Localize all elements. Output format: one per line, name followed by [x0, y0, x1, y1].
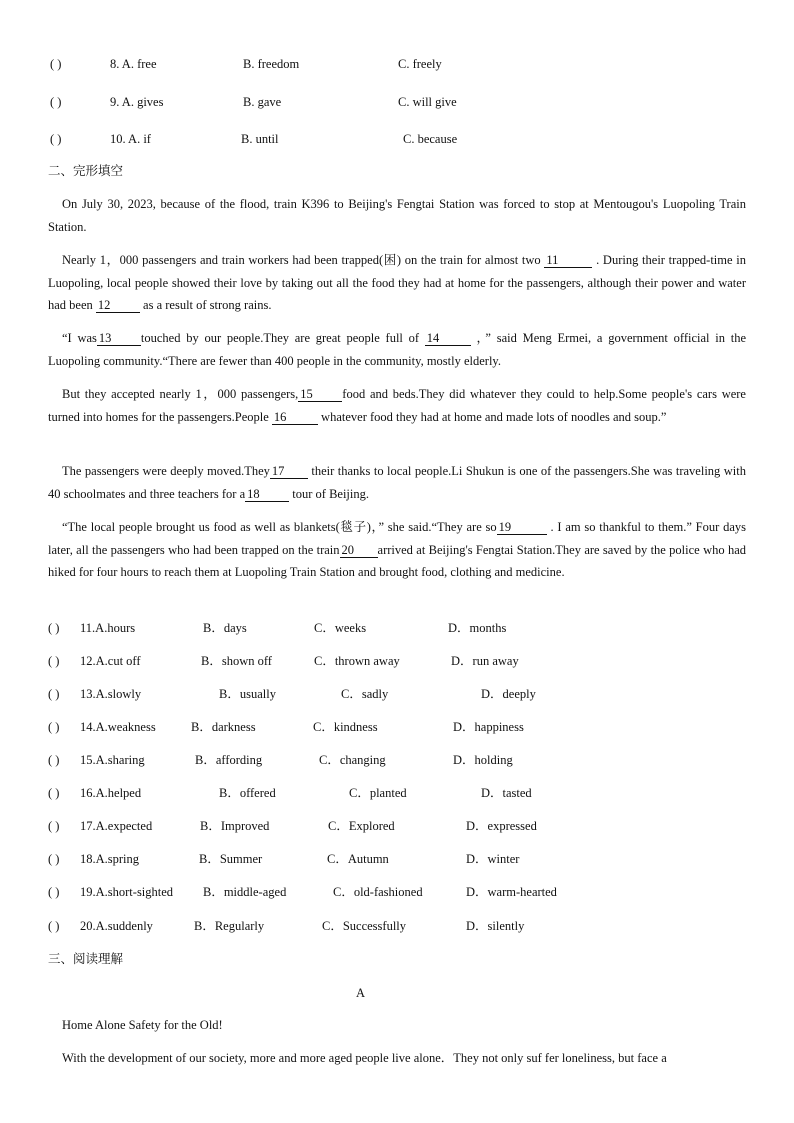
paragraph-text: But they accepted nearly 1，000 passengers,: [62, 387, 299, 401]
option-c: C. will give: [398, 95, 457, 109]
option-c: C．weeks: [314, 621, 367, 635]
answer-blank[interactable]: ( ): [48, 852, 60, 866]
option-d: D．months: [448, 621, 507, 635]
option-c: C．kindness: [313, 720, 378, 734]
blank-18[interactable]: 18: [245, 487, 289, 502]
paragraph-text: arrived at Beijing's Fengtai Station.They are saved by the police who had hiked for four hours to reach them at Luopoling Train Station and brought food, clothing and medicine.: [48, 542, 746, 579]
section-heading-reading: 三、阅读理解: [48, 951, 124, 966]
option-a: 11.A.hours: [80, 621, 136, 635]
passage-paragraph-6: [48, 516, 746, 584]
option-a: 18.A.spring: [80, 852, 140, 866]
answer-blank[interactable]: ( ): [50, 95, 62, 109]
answer-blank[interactable]: ( ): [48, 919, 60, 933]
answer-blank[interactable]: ( ): [48, 720, 60, 734]
blank-14[interactable]: 14: [425, 331, 471, 346]
paragraph-text: their thanks to local people.Li Shukun is one of the passengers.She was traveling with 40 schoolmates and three teachers for a: [48, 464, 746, 501]
option-d: D．run away: [451, 654, 519, 668]
option-b: B．shown off: [201, 654, 272, 668]
option-d: D．holding: [453, 753, 513, 767]
option-d: D．winter: [466, 852, 520, 866]
paragraph-text: whatever food they had at home and made lots of noodles and soup.”: [317, 409, 667, 424]
passage-paragraph-2: [48, 249, 746, 317]
option-c: C. because: [403, 132, 458, 146]
option-a: 14.A.weakness: [80, 720, 156, 734]
option-b: B．offered: [219, 786, 276, 800]
option-b: B．days: [203, 621, 247, 635]
answer-blank[interactable]: ( ): [48, 753, 60, 767]
option-c: C. freely: [398, 57, 442, 71]
option-b: B. until: [241, 132, 279, 146]
blank-15[interactable]: 15: [298, 387, 342, 402]
passage-paragraph-4: [48, 383, 746, 428]
option-a: 15.A.sharing: [80, 753, 145, 767]
passage-paragraph-1: [48, 193, 746, 238]
paragraph-text: as a result of strong rains.: [139, 298, 272, 312]
paragraph-text: tour of Beijing.: [289, 486, 369, 501]
option-a: 17.A.expected: [80, 819, 153, 833]
paragraph-text: “I was: [62, 331, 97, 345]
answer-blank[interactable]: ( ): [48, 885, 60, 899]
option-c: C．thrown away: [314, 654, 400, 668]
option-b: B．usually: [219, 687, 276, 701]
option-c: C．changing: [319, 753, 386, 767]
paragraph-text: . During their trapped-time in Luopoling, local people showed their love by taking out all the food they had at home for the passengers, although their power and water had been: [48, 253, 746, 312]
paragraph-text: “The local people brought us food as well as blankets(毯子)，” she said.“They are so: [62, 520, 497, 534]
paragraph-text: The passengers were deeply moved.They: [62, 464, 270, 478]
answer-blank[interactable]: ( ): [48, 819, 60, 833]
option-d: D．expressed: [466, 819, 537, 833]
paragraph-text: . I am so thankful to them.” Four days later, all the passengers who had been trapped on the train: [48, 520, 746, 557]
option-c: C．Autumn: [327, 852, 389, 866]
reading-passage-letter: A: [356, 986, 366, 1000]
option-c: C．planted: [349, 786, 407, 800]
paragraph-text: On July 30, 2023, because of the flood, train K396 to Beijing's Fengtai Station was forced to stop at Mentougou's Luopoling Train Station.: [48, 197, 746, 234]
option-b: B．Regularly: [194, 919, 265, 933]
answer-blank[interactable]: ( ): [48, 654, 60, 668]
paragraph-text: Nearly 1，000 passengers and train workers had been trapped(困) on the train for almost two: [62, 253, 545, 267]
option-b: B. freedom: [243, 57, 300, 71]
answer-blank[interactable]: ( ): [48, 621, 60, 635]
reading-paragraph-1: With the development of our society, more and more aged people live alone．They not only suf fer loneliness, but face a: [62, 1051, 667, 1065]
paragraph-text: ，” said Meng Ermei, a government official in the Luopoling community.“There are fewer than 400 people in the community, mostly elderly.: [48, 331, 746, 368]
blank-12[interactable]: 12: [96, 298, 140, 313]
blank-13[interactable]: 13: [97, 331, 141, 346]
option-b: B．Summer: [199, 852, 263, 866]
option-a: 8. A. free: [110, 57, 157, 71]
option-a: 20.A.suddenly: [80, 919, 153, 933]
blank-11[interactable]: 11: [544, 253, 592, 268]
reading-passage-title: Home Alone Safety for the Old!: [62, 1018, 223, 1032]
option-a: 16.A.helped: [80, 786, 142, 800]
option-c: C．old-fashioned: [333, 885, 423, 899]
answer-blank[interactable]: ( ): [50, 132, 62, 146]
option-c: C．Explored: [328, 819, 395, 833]
option-d: D．deeply: [481, 687, 536, 701]
option-d: D．happiness: [453, 720, 524, 734]
option-a: 9. A. gives: [110, 95, 164, 109]
option-b: B．Improved: [200, 819, 270, 833]
blank-19[interactable]: 19: [497, 520, 547, 535]
option-b: B. gave: [243, 95, 282, 109]
blank-16[interactable]: 16: [272, 410, 318, 425]
option-a: 10. A. if: [110, 132, 151, 146]
option-d: D．warm-hearted: [466, 885, 557, 899]
passage-paragraph-5: [48, 460, 746, 505]
option-d: D．silently: [466, 919, 525, 933]
option-a: 12.A.cut off: [80, 654, 141, 668]
answer-blank[interactable]: ( ): [50, 57, 62, 71]
option-b: B．affording: [195, 753, 263, 767]
option-b: B．middle-aged: [203, 885, 287, 899]
section-heading-cloze: 二、完形填空: [48, 163, 124, 178]
option-d: D．tasted: [481, 786, 532, 800]
paragraph-text: food and beds.They did whatever they could to help.Some people's cars were turned into homes for the passengers.People: [48, 387, 746, 424]
answer-blank[interactable]: ( ): [48, 687, 60, 701]
option-a: 13.A.slowly: [80, 687, 142, 701]
blank-20[interactable]: 20: [340, 543, 378, 558]
option-a: 19.A.short-sighted: [80, 885, 174, 899]
passage-paragraph-3: [48, 327, 746, 372]
answer-blank[interactable]: ( ): [48, 786, 60, 800]
blank-17[interactable]: 17: [270, 464, 308, 479]
option-c: C．Successfully: [322, 919, 407, 933]
option-c: C．sadly: [341, 687, 389, 701]
paragraph-text: touched by our people.They are great people full of: [140, 331, 425, 345]
option-b: B．darkness: [191, 720, 256, 734]
